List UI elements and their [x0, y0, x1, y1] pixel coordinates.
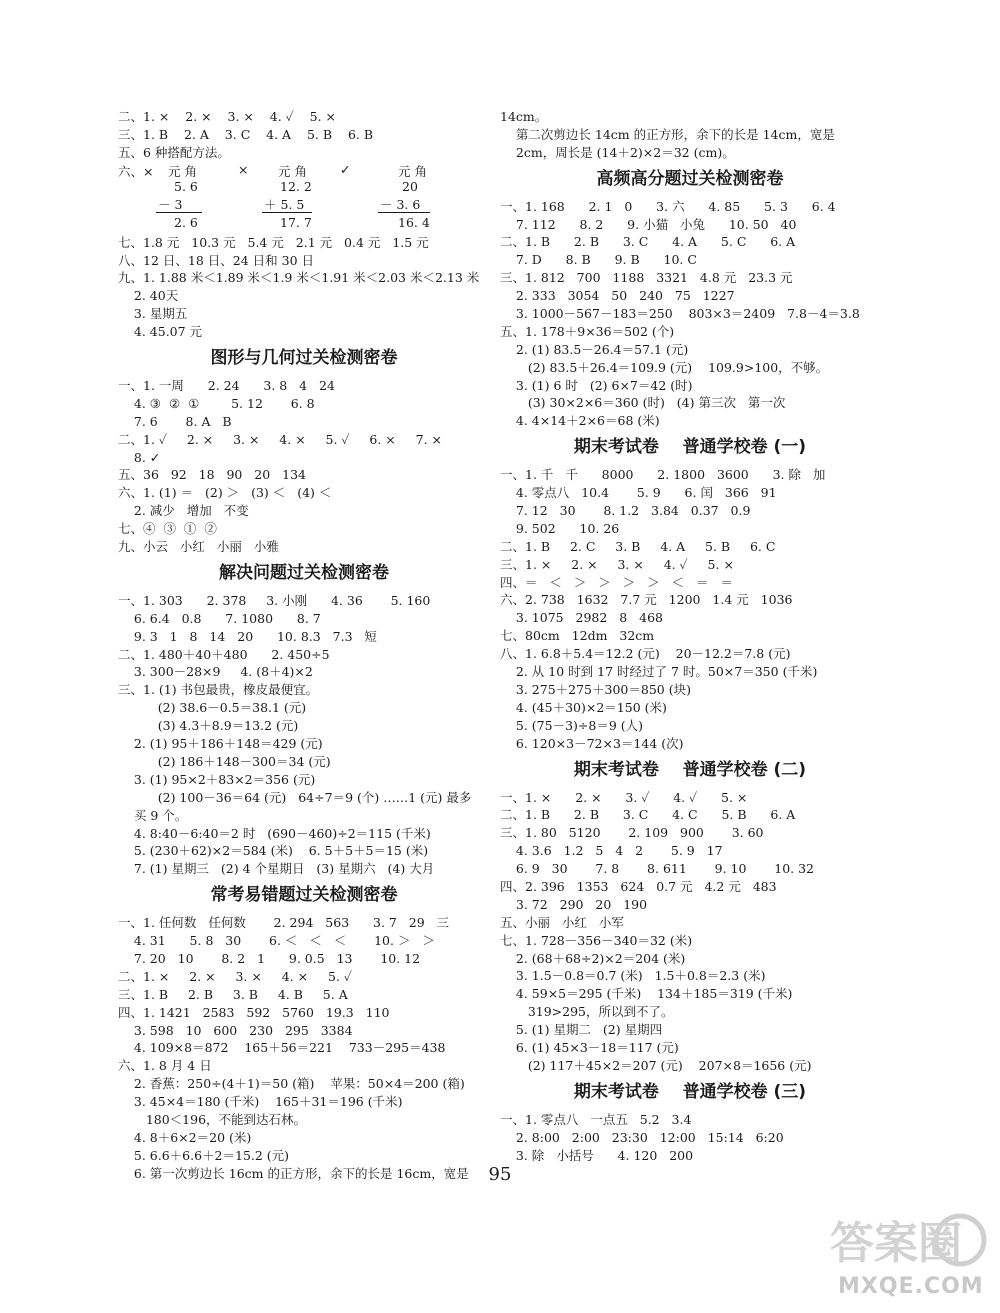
answer-line: 2. 从 10 时到 17 时经过了 7 时。50×7＝350 (千米): [500, 664, 818, 680]
answer-line: 七、1. 728－356－340＝32 (米): [500, 932, 693, 948]
answer-line: 3. 598 10 600 230 295 3384: [118, 1022, 353, 1038]
vertical-calculations: [118, 162, 490, 234]
section-heading: 图形与几何过关检测密卷: [210, 348, 398, 369]
section-heading: 解决问题过关检测密卷: [219, 562, 389, 583]
answer-line: 一、1. 任何数 任何数 2. 294 563 3. 7 29 三: [118, 915, 450, 931]
answer-line: 二、1. ✓ 2. × 3. × 4. × 5. ✓ 6. × 7. ×: [118, 431, 442, 447]
answer-line: 4. 8:40－6:40＝2 时 (690－460)÷2＝115 (千米): [118, 825, 431, 841]
answer-line: 3. 星期五: [118, 306, 188, 322]
answer-line: 4. 45.07 元: [118, 324, 203, 340]
answer-line: (2) 117＋45×2＝207 (元) 207×8＝1656 (元): [500, 1057, 812, 1073]
calc-b-rule: [262, 212, 312, 213]
answer-line: 6. 6.4 0.8 7. 1080 8. 7: [118, 610, 321, 626]
answer-line: 六、1. 8 月 4 日: [118, 1058, 212, 1074]
answer-line: 14cm。: [500, 109, 548, 124]
answer-line: (2) 38.6－0.5＝38.1 (元): [118, 700, 307, 716]
answer-line: 六、1. (1) ＝ (2) ＞ (3) ＜ (4) ＜: [118, 485, 332, 501]
answer-line: 四、1. 1421 2583 592 5760 19.3 110: [118, 1004, 390, 1020]
question-label: 六、×: [118, 163, 154, 179]
calc-c-result: 16. 4: [398, 214, 430, 230]
section-heading: 期末考试卷 普通学校卷 (一): [573, 437, 807, 458]
section-heading: 常考易错题过关检测密卷: [210, 885, 398, 906]
answer-line: 九、1. 1.88 米＜1.89 米＜1.9 米＜1.91 米＜2.03 米＜2.13 米: [118, 270, 480, 286]
answer-line: 2. (1) 95＋186＋148＝429 (元): [118, 736, 323, 752]
answer-line: 二、1. B 2. B 3. C 4. A 5. C 6. A: [500, 234, 796, 250]
answer-line: 3. 除 小括号 4. 120 200: [500, 1147, 694, 1163]
answer-line: 三、1. B 2. A 3. C 4. A 5. B 6. B: [118, 126, 374, 142]
answers-block: [118, 914, 490, 1182]
answer-line: 三、1. (1) 书包最贵，橡皮最便宜。: [118, 682, 319, 698]
answer-line: 三、1. 812 700 1188 3321 4.8 元 23.3 元: [500, 270, 793, 286]
answer-line: 四、＝ ＜ ＞ ＞ ＞ ＞ ＜ ＝ ＝: [500, 574, 733, 590]
answer-line: 6. 第一次剪边长 16cm 的正方形，余下的长是 16cm，宽是: [118, 1165, 469, 1181]
answers-block: [500, 108, 880, 162]
answer-line: 六、2. 738 1632 7.7 元 1200 1.4 元 1036: [500, 592, 793, 608]
answer-line: 三、1. 80 5120 2. 109 900 3. 60: [500, 825, 764, 841]
answer-line: 2. 香蕉：250÷(4＋1)＝50 (箱) 苹果：50×4＝200 (箱): [118, 1076, 465, 1092]
answer-line: 二、1. B 2. C 3. B 4. A 5. B 6. C: [500, 538, 776, 554]
calc-a-rule: [156, 212, 202, 213]
answer-line: 二、1. 480＋40＋480 2. 450÷5: [118, 646, 330, 662]
answers-block: [118, 377, 490, 556]
answer-line: 二、1. × 2. × 3. × 4. × 5. ✓: [118, 968, 352, 984]
answer-line: 2. 40天: [118, 288, 179, 304]
answer-line: 7. 12 30 8. 1.2 3.84 0.37 0.9: [500, 503, 751, 519]
calc-b-result: 17. 7: [280, 214, 312, 230]
answer-line: 3. (1) 95×2＋83×2＝356 (元): [118, 771, 316, 787]
answer-line: (2) 100－36＝64 (元) 64÷7＝9 (个) ……1 (元) 最多: [118, 789, 472, 805]
answer-line: 2cm，周长是 (14＋2)×2＝32 (cm)。: [500, 144, 735, 160]
answer-line: 4. (45＋30)×2＝150 (米): [500, 699, 667, 715]
answer-line: 4. 8＋6×2＝20 (米): [118, 1129, 252, 1145]
answer-line: 二、1. × 2. × 3. × 4. ✓ 5. ×: [118, 109, 337, 124]
section-heading: 期末考试卷 普通学校卷 (二): [573, 759, 807, 780]
answer-line: 3. 45×4＝180 (千米) 165＋31＝196 (千米): [118, 1094, 403, 1110]
answer-line: 319>295，所以到不了。: [500, 1004, 674, 1020]
calc-c-top: 20: [402, 178, 418, 194]
answer-line: 一、1. 303 2. 378 3. 小刚 4. 36 5. 160: [118, 592, 431, 608]
answer-line: 5. (75－3)÷8＝9 (人): [500, 717, 644, 733]
answer-line: 5. (1) 星期二 (2) 星期四: [500, 1022, 663, 1038]
answers-block: [118, 108, 490, 162]
answer-line: 三、1. × 2. × 3. × 4. ✓ 5. ×: [500, 556, 734, 572]
answer-line: 5. 6.6＋6.6＋2＝15.2 (元): [118, 1147, 290, 1163]
calc-c-rule: [378, 212, 430, 213]
answer-line: 7. D 8. B 9. B 10. C: [500, 252, 697, 268]
answer-line: 三、1. B 2. B 3. B 4. B 5. A: [118, 986, 348, 1002]
answer-line: 七、1.8 元 10.3 元 5.4 元 2.1 元 0.4 元 1.5 元: [118, 234, 429, 250]
answers-block: [500, 198, 880, 431]
watermark-logo: 答案圈: [830, 1218, 962, 1269]
answer-line: 8. ✓: [118, 449, 161, 465]
left-column: [118, 108, 490, 1183]
answer-line: 5. (230＋62)×2＝584 (米) 6. 5＋5＋5＝15 (米): [118, 843, 429, 859]
calc-a-op: － 3: [158, 196, 183, 212]
answer-line: 五、6 种搭配方法。: [118, 144, 230, 160]
answer-line: 八、1. 6.8＋5.4＝12.2 (元) 20－12.2＝7.8 (元): [500, 646, 791, 662]
watermark-site: MXQE.COM: [838, 1274, 984, 1299]
answer-line: 一、1. 一周 2. 24 3. 8 4 24: [118, 378, 335, 394]
answer-line: (2) 186＋148－300＝34 (元): [118, 753, 331, 769]
answer-line: 3. (1) 6 时 (2) 6×7＝42 (时): [500, 377, 693, 393]
answer-line: 9. 3 1 8 14 20 10. 8.3 7.3 短: [118, 628, 377, 644]
answer-line: 3. 72 290 20 190: [500, 896, 648, 912]
answer-line: 7. (1) 星期三 (2) 4 个星期日 (3) 星期六 (4) 大月: [118, 861, 435, 877]
answer-line: 2. 8:00 2:00 23:30 12:00 15:14 6:20: [500, 1129, 784, 1145]
answers-block: [118, 592, 490, 878]
answer-line: 180＜196，不能到达石林。: [118, 1111, 307, 1127]
answer-line: 2. 减少 增加 不变: [118, 503, 249, 519]
answer-line: 4. 4×14＋2×6＝68 (米): [500, 413, 660, 429]
answer-line: (3) 30×2×6＝360 (时) (4) 第三次 第一次: [500, 395, 786, 411]
mark-correct: ✓: [340, 161, 351, 177]
answer-line: 八、12 日、18 日、24 日和 30 日: [118, 252, 314, 268]
answers-block: [500, 1111, 880, 1165]
answer-line: 6. (1) 45×3－18＝117 (元): [500, 1039, 679, 1055]
answer-line: 2. (1) 83.5－26.4＝57.1 (元): [500, 341, 689, 357]
answer-line: 4. ③ ② ① 5. 12 6. 8: [118, 395, 315, 411]
answers-block: [500, 466, 880, 752]
calc-b-op: ＋ 5. 5: [264, 196, 305, 212]
answer-line: 九、小云 小红 小丽 小雅: [118, 539, 279, 555]
section-heading: 期末考试卷 普通学校卷 (三): [573, 1081, 807, 1102]
calc-a-result: 2. 6: [174, 214, 198, 230]
answer-line: 第二次剪边长 14cm 的正方形，余下的长是 14cm，宽是: [500, 126, 835, 142]
answer-line: 7. 112 8. 2 9. 小猫 小兔 10. 50 40: [500, 216, 797, 232]
answer-line: 七、④ ③ ① ②: [118, 521, 217, 537]
answer-line: 3. 275＋275＋300＝850 (块): [500, 681, 691, 697]
answer-line: 7. 6 8. A B: [118, 413, 232, 429]
answer-line: 2. (68＋68÷2)×2＝204 (米): [500, 950, 686, 966]
answer-line: 3. 1000－567－183＝250 803×3＝2409 7.8－4＝3.8: [500, 306, 860, 322]
answer-line: 二、1. B 2. B 3. C 4. C 5. B 6. A: [500, 807, 796, 823]
mark-wrong: ×: [238, 161, 249, 177]
section-heading: 高频高分题过关检测密卷: [596, 168, 784, 189]
answer-line: 一、1. × 2. × 3. ✓ 4. ✓ 5. ×: [500, 789, 748, 805]
calc-a-unit: 元 角: [168, 163, 197, 179]
answer-line: 4. 109×8＝872 165＋56＝221 733－295＝438: [118, 1040, 446, 1056]
answer-line: 买 9 个。: [118, 807, 188, 823]
answer-line: 四、2. 396 1353 624 0.7 元 4.2 元 483: [500, 878, 777, 894]
answer-line: 3. 300－28×9 4. (8＋4)×2: [118, 664, 313, 680]
calc-b-top: 12. 2: [280, 178, 312, 194]
calc-c-op: － 3. 6: [380, 196, 421, 212]
answer-line: 6. 9 30 7. 8 8. 611 9. 10 10. 32: [500, 861, 815, 877]
calc-b-unit: 元 角: [278, 163, 307, 179]
answer-line: 七、80cm 12dm 32cm: [500, 628, 655, 644]
right-column: [500, 108, 880, 1164]
answer-line: 3. 1075 2982 8 468: [500, 610, 663, 626]
calc-a-top: 5. 6: [174, 178, 198, 194]
answers-block: [500, 789, 880, 1075]
answer-line: 五、小丽 小红 小军: [500, 914, 624, 930]
answer-line: 五、1. 178＋9×36＝502 (个): [500, 323, 675, 339]
answer-line: (2) 83.5＋26.4＝109.9 (元) 109.9>100，不够。: [500, 359, 829, 375]
answer-line: (3) 4.3＋8.9＝13.2 (元): [118, 718, 299, 734]
answer-line: 4. 3.6 1.2 5 4 2 5. 9 17: [500, 843, 723, 859]
answer-line: 4. 31 5. 8 30 6. ＜ ＜ ＜ 10. ＞ ＞: [118, 933, 435, 949]
answer-line: 6. 120×3－72×3＝144 (次): [500, 735, 684, 751]
answer-line: 7. 20 10 8. 2 1 9. 0.5 13 10. 12: [118, 950, 421, 966]
answer-line: 2. 333 3054 50 240 75 1227: [500, 288, 735, 304]
answers-block: [118, 234, 490, 341]
answer-line: 五、36 92 18 90 20 134: [118, 467, 306, 483]
answer-line: 一、1. 168 2. 1 0 3. 六 4. 85 5. 3 6. 4: [500, 198, 836, 214]
answer-line: 4. 59×5＝295 (千米) 134＋185＝319 (千米): [500, 986, 793, 1002]
answer-line: 3. 1.5－0.8＝0.7 (米) 1.5＋0.8＝2.3 (米): [500, 968, 766, 984]
answer-line: 4. 零点八 10.4 5. 9 6. 闰 366 91: [500, 485, 777, 501]
calc-c-unit: 元 角: [398, 163, 427, 179]
answer-line: 一、1. 千 千 8000 2. 1800 3600 3. 除 加: [500, 467, 826, 483]
answer-line: 一、1. 零点八 一点五 5.2 3.4: [500, 1111, 692, 1127]
answer-line: 9. 502 10. 26: [500, 520, 620, 536]
page-number: 95: [488, 1164, 512, 1185]
